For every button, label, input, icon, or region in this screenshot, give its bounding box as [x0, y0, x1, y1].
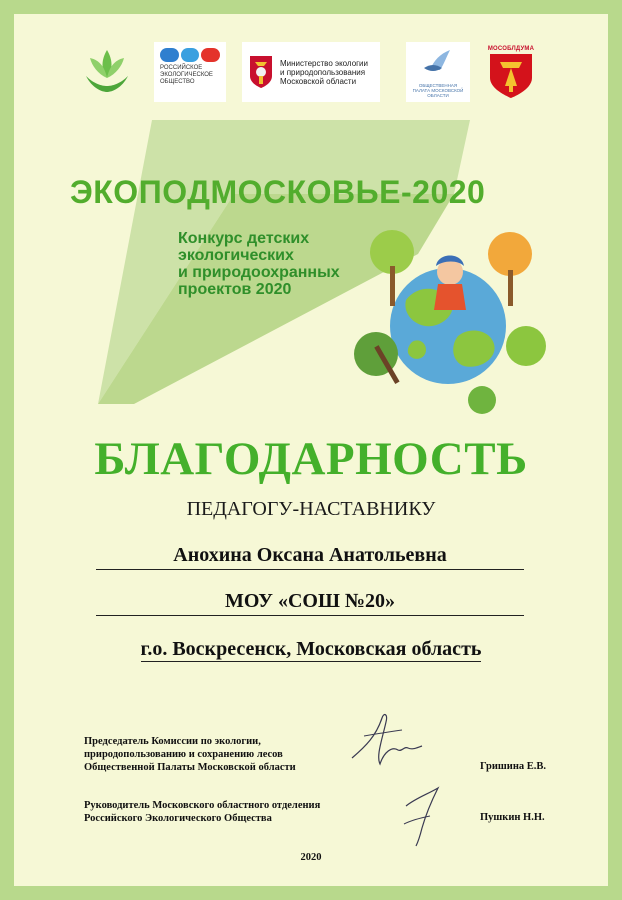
lotus-hands-logo	[80, 42, 134, 102]
signature-2	[398, 778, 448, 850]
lotus-hands-icon	[80, 42, 134, 102]
ministry-logo-text: Министерство экологии и природопользования Московской области	[280, 58, 368, 86]
signer-name-1: Гришина Е.В.	[480, 761, 547, 772]
contest-banner	[14, 104, 608, 424]
certificate-sheet	[14, 14, 608, 886]
signer-position-1: Председатель Комиссии по экологии, природопользованию и сохранению лесов Общественной Палаты Московской области	[84, 736, 296, 773]
mosoblduma-logo	[484, 42, 538, 102]
certificate-year: 2020	[300, 852, 322, 863]
dove-icon	[410, 46, 466, 76]
recipient-role: ПЕДАГОГУ-НАСТАВНИКУ	[186, 498, 436, 520]
contest-title: ЭКОПОДМОСКОВЬЕ-2020	[70, 174, 486, 210]
contest-subtitle: Конкурс детских экологических и природоохранных проектов 2020	[178, 230, 340, 298]
public-chamber-logo	[406, 42, 470, 102]
recipient-city: г.о. Воскресенск, Московская область	[140, 638, 482, 660]
recipient-name: Анохина Оксана Анатольевна	[96, 544, 524, 570]
moscow-region-crest-icon	[248, 54, 274, 90]
signer-name-2: Пушкин Н.Н.	[480, 812, 545, 823]
logos-row	[14, 34, 608, 114]
reo-logo	[154, 42, 226, 102]
recipient-school: МОУ «СОШ №20»	[96, 590, 524, 616]
reo-mark-icon	[160, 48, 220, 62]
mosoblduma-logo-text: МОСОБЛДУМА	[487, 46, 535, 52]
reo-logo-text: РОССИЙСКОЕ ЭКОЛОГИЧЕСКОЕ ОБЩЕСТВО	[160, 65, 213, 85]
public-chamber-logo-text: ОБЩЕСТВЕННАЯ ПАЛАТА МОСКОВСКОЙ ОБЛАСТИ	[412, 83, 464, 98]
signer-position-2: Руководитель Московского областного отделения Российского Экологического Общества	[84, 800, 321, 824]
ministry-logo	[242, 42, 380, 102]
certificate-heading: БЛАГОДАРНОСТЬ	[94, 433, 528, 485]
signature-1	[346, 706, 426, 776]
